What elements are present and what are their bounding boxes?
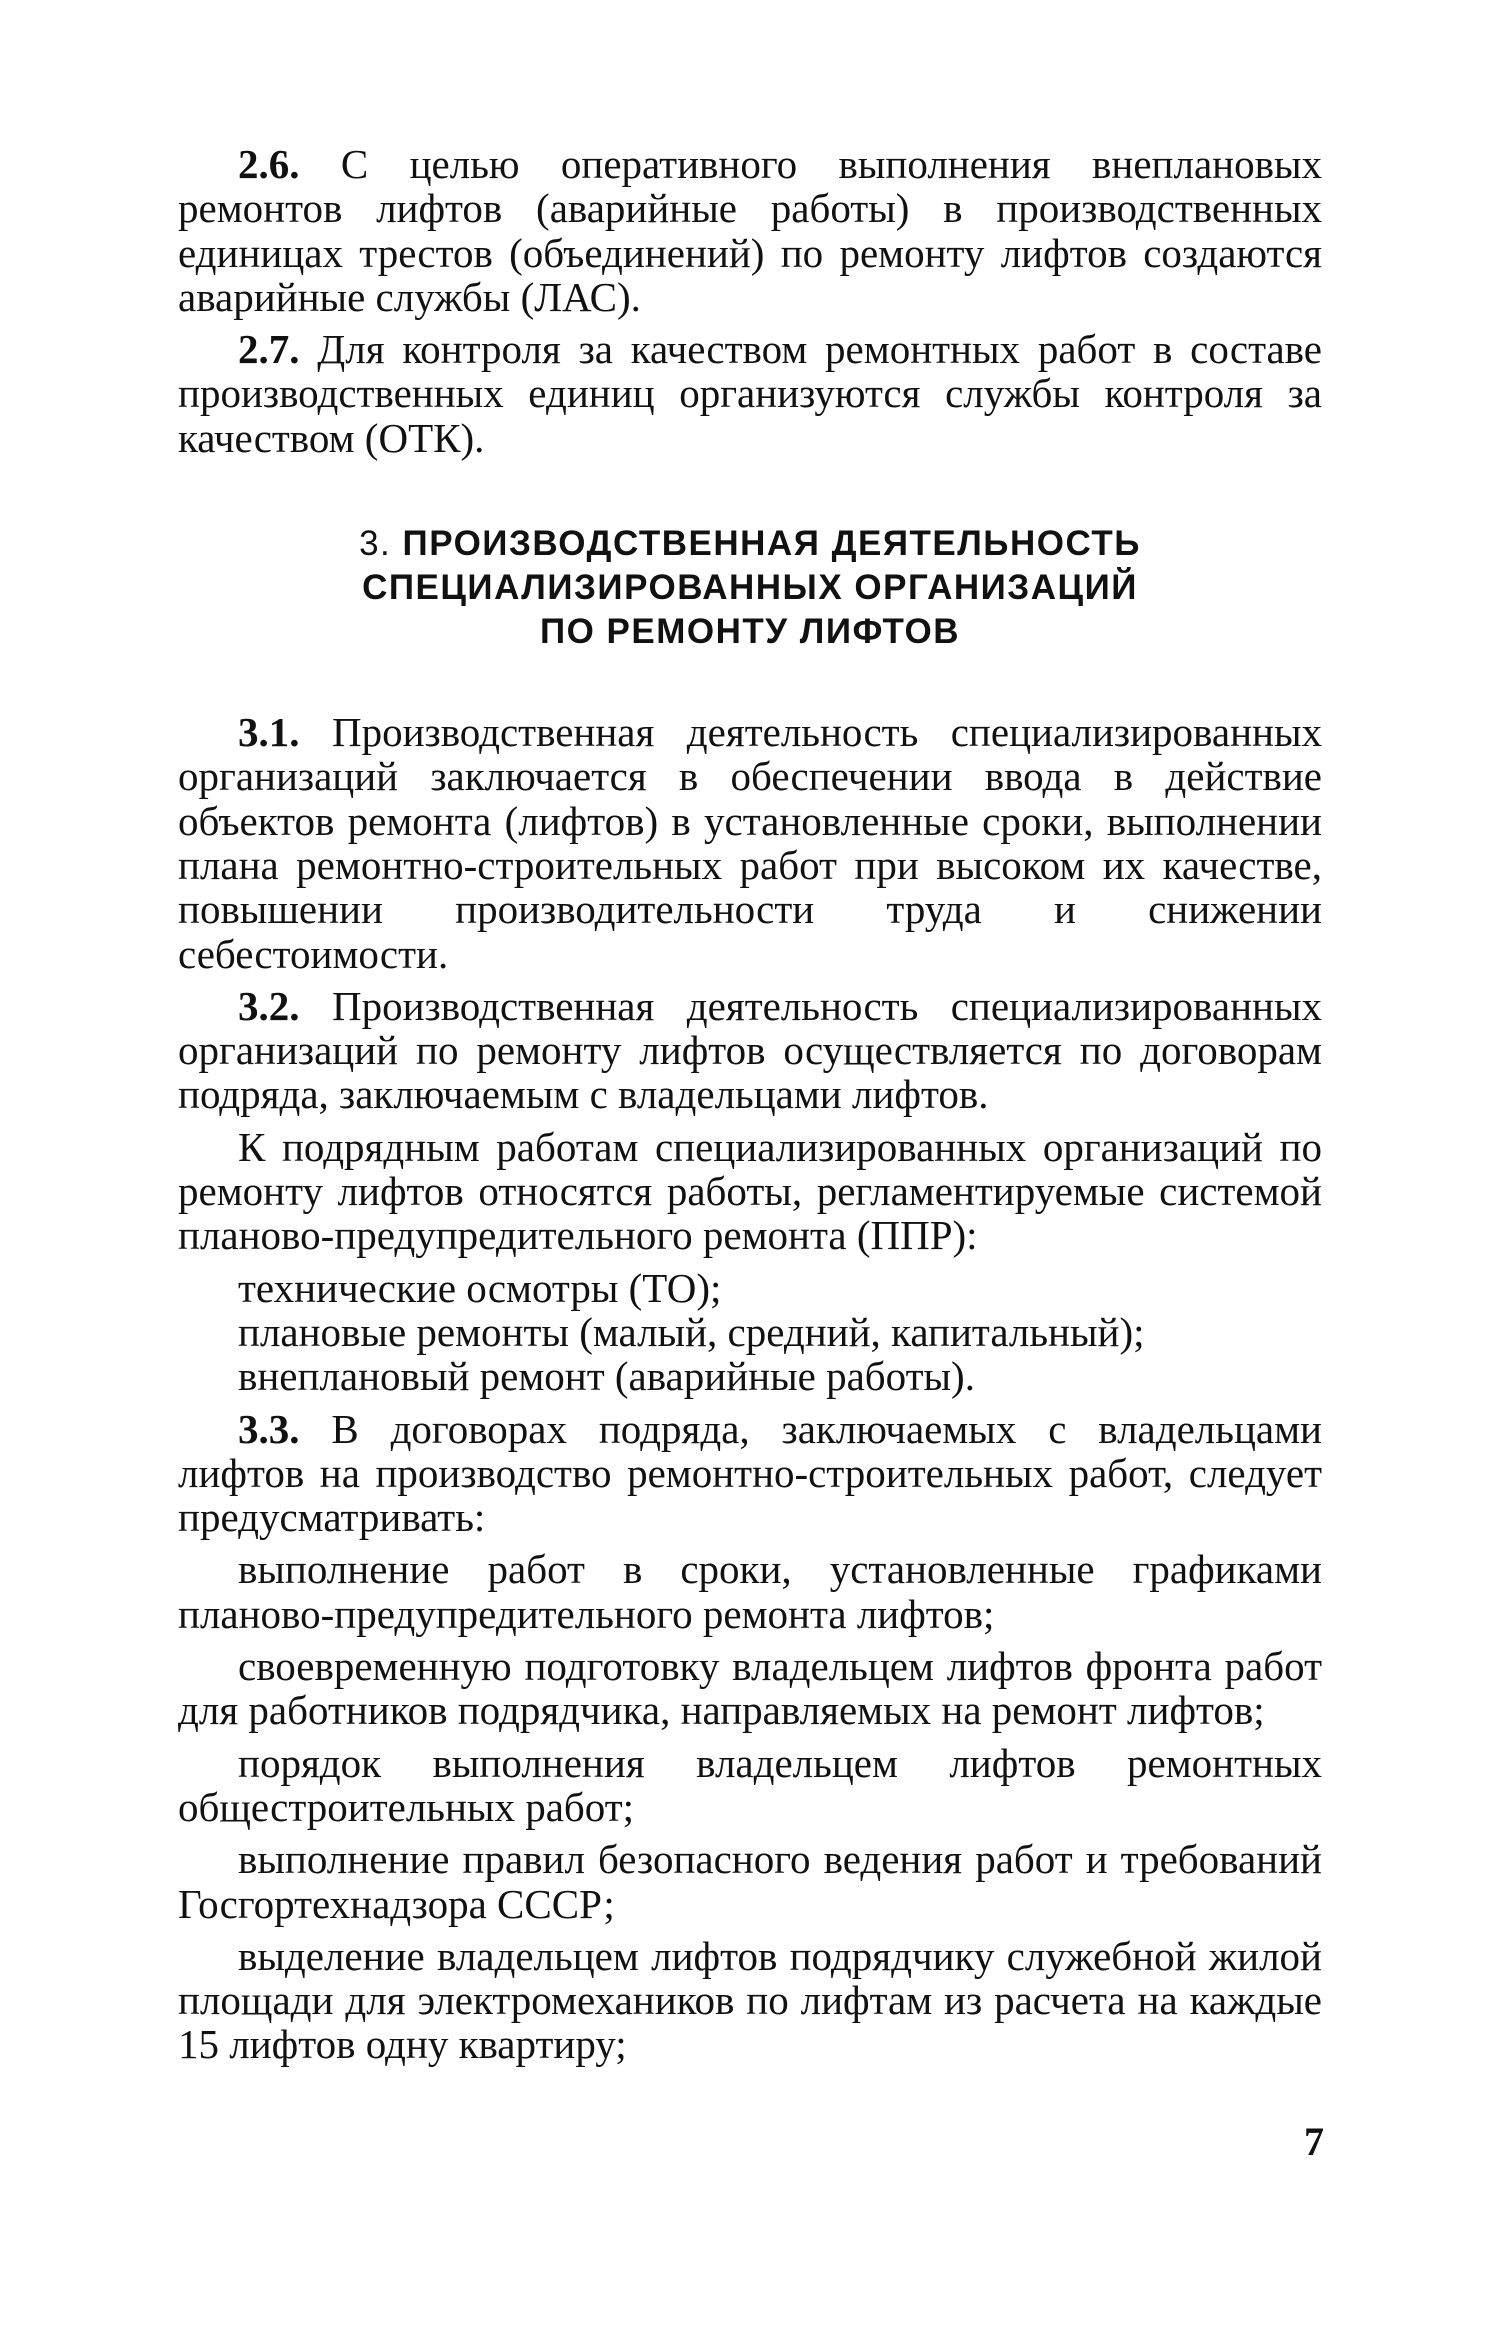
list-item-text: внеплановый ремонт (аварийные работы). (238, 1353, 975, 1400)
list-item-work-front (178, 1644, 1322, 1733)
list-item-housing (178, 1934, 1322, 2067)
clause-number: 3.2. (238, 982, 300, 1029)
paragraph-text: Производственная деятельность специализированных организаций по ремонту лифтов осуществляется по договорам подряда, заключаемым с владельцами лифтов. (178, 982, 1322, 1118)
page-number: 7 (1304, 2119, 1324, 2164)
list-item-deadlines (178, 1547, 1322, 1636)
list-item-general-works (178, 1741, 1322, 1830)
clause-number: 3.3. (238, 1405, 300, 1452)
clause-number: 2.7. (238, 326, 300, 373)
section-heading (178, 522, 1322, 654)
paragraph-2-7 (178, 327, 1322, 460)
list-item-safety-rules (178, 1837, 1322, 1926)
section-title-line-2: СПЕЦИАЛИЗИРОВАННЫХ ОРГАНИЗАЦИЙ (362, 568, 1138, 608)
list-item-text: порядок выполнения владельцем лифтов ремонтных общестроительных работ; (178, 1739, 1322, 1830)
list-item-text: выполнение правил безопасного ведения работ и требований Госгортехнадзора СССР; (178, 1836, 1322, 1927)
section-title-line-3: ПО РЕМОНТУ ЛИФТОВ (539, 612, 961, 652)
list-item-unplanned-repair (178, 1354, 1322, 1398)
list-item-inspections (178, 1266, 1322, 1310)
paragraph-contract-works (178, 1125, 1322, 1258)
paragraph-3-1 (178, 710, 1322, 976)
section-heading-line-1 (178, 522, 1322, 566)
paragraph-3-3 (178, 1407, 1322, 1540)
section-title-line-1: ПРОИЗВОДСТВЕННАЯ ДЕЯТЕЛЬНОСТЬ (402, 524, 1141, 564)
paragraph-text: Производственная деятельность специализированных организаций заключается в обеспечении ввода в действие объектов ремонта (лифтов) в установленные сроки, выполнении плана ремонтно-строительных работ при высоком их качестве, повышении производительности труда и снижении себестоимости. (178, 709, 1322, 977)
section-number: 3. (359, 524, 392, 564)
list-item-text: плановые ремонты (малый, средний, капитальный); (238, 1308, 1145, 1355)
paragraph-text: К подрядным работам специализированных организаций по ремонту лифтов относятся работы, регламентируемые системой планово-предупредительного ремонта (ППР): (178, 1123, 1322, 1259)
list-item-text: выполнение работ в сроки, установленные графиками планово-предупредительного ремонта лифтов; (178, 1546, 1322, 1637)
list-item-planned-repairs (178, 1310, 1322, 1354)
text-column (178, 142, 1322, 2067)
paragraph-text: В договорах подряда, заключаемых с владельцами лифтов на производство ремонтно-строительных работ, следует предусматривать: (178, 1405, 1322, 1541)
paragraph-text: С целью оперативного выполнения внеплановых ремонтов лифтов (аварийные работы) в производственных единицах трестов (объединений) по ремонту лифтов создаются аварийные службы (ЛАС). (178, 141, 1322, 320)
clause-number: 3.1. (238, 709, 300, 756)
clause-number: 2.6. (238, 141, 300, 187)
list-item-text: выделение владельцем лифтов подрядчику служебной жилой площади для электромехаников по лифтам из расчета на каждые 15 лифтов одну квартиру; (178, 1932, 1322, 2068)
paragraph-2-6 (178, 142, 1322, 319)
paragraph-text: Для контроля за качеством ремонтных работ в составе производственных единиц организуются службы контроля за качеством (ОТК). (178, 326, 1322, 461)
list-item-text: технические осмотры (ТО); (238, 1264, 722, 1311)
paragraph-3-2 (178, 984, 1322, 1117)
list-item-text: своевременную подготовку владельцем лифтов фронта работ для работников подрядчика, направляемых на ремонт лифтов; (178, 1643, 1322, 1734)
